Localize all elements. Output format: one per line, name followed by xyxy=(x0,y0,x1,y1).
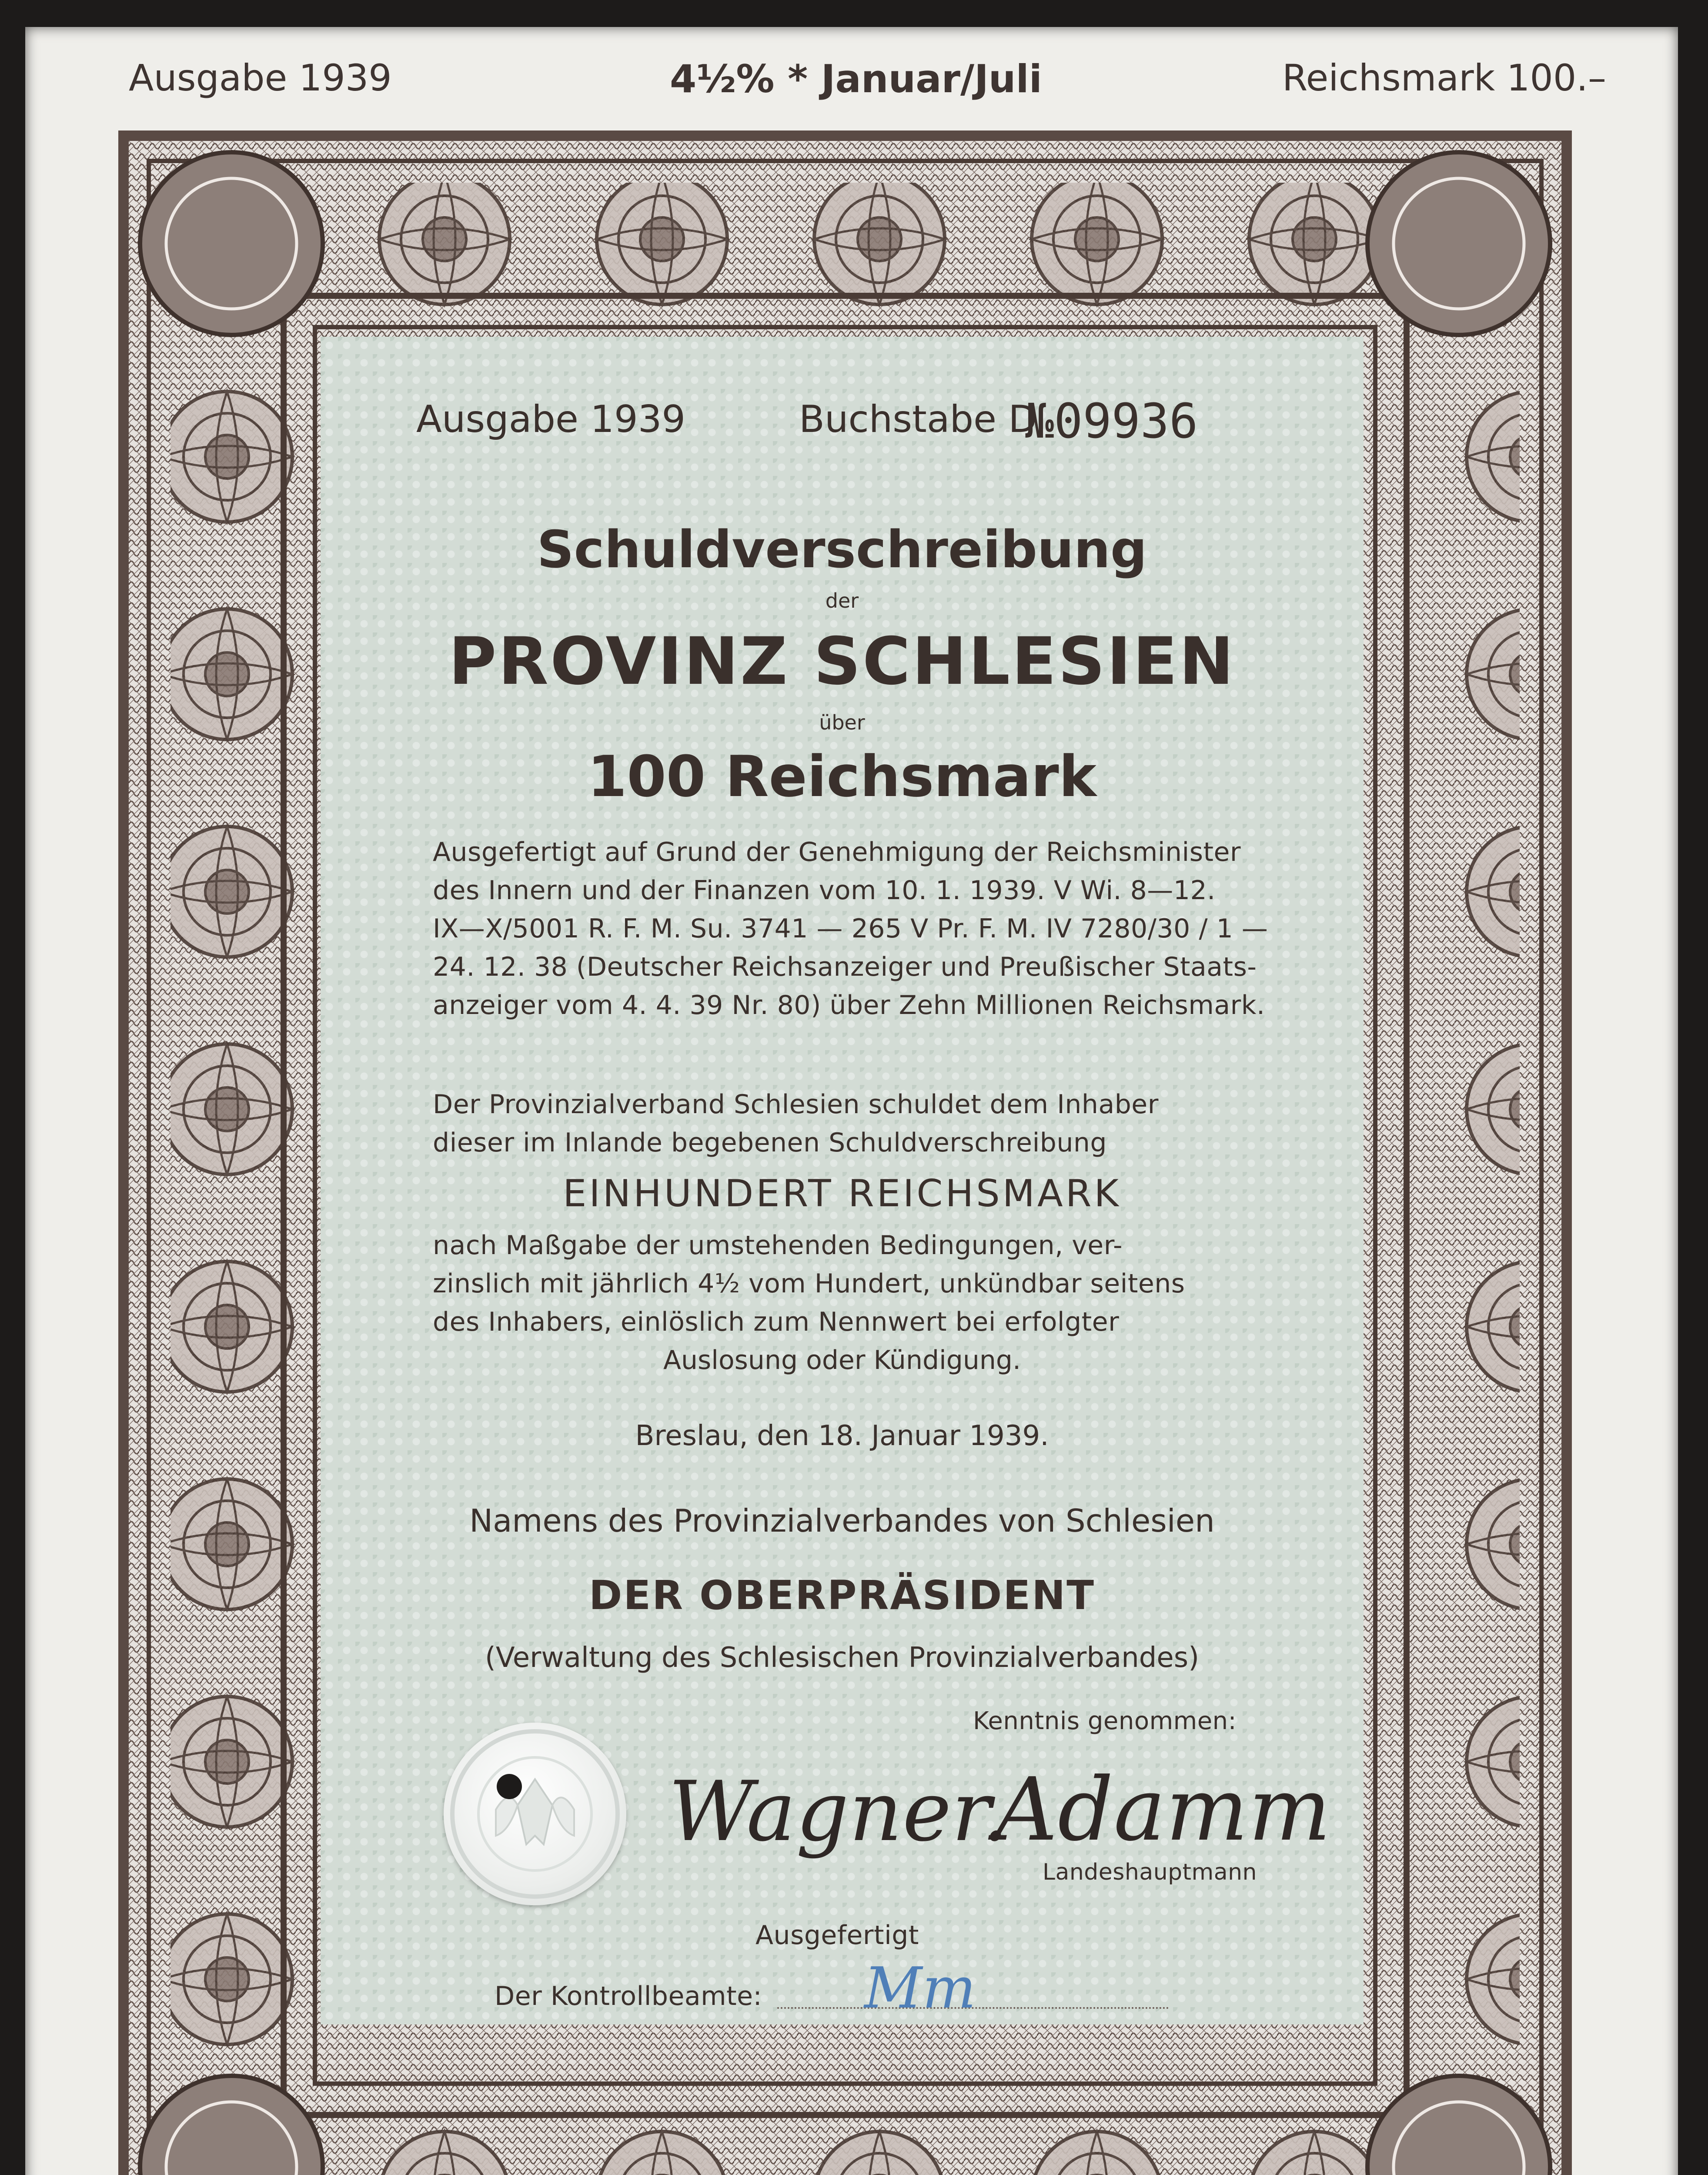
landeshauptmann-label: Landeshauptmann xyxy=(1043,1859,1257,1885)
authorization-line-3: IX—X/5001 R. F. M. Su. 3741 — 265 V Pr. F. M. IV 7280/30 / 1 — xyxy=(433,914,1268,944)
signature-wagner: Wagner. xyxy=(668,1763,1009,1860)
terms-line-3: des Inhabers, einlöslich zum Nennwert bei erfolgter xyxy=(433,1307,1120,1337)
authorization-line-5: anzeiger vom 4. 4. 39 Nr. 80) über Zehn Millionen Reichsmark. xyxy=(433,990,1265,1021)
serial-number: №09936 xyxy=(1025,393,1198,449)
eagle-seal-icon xyxy=(444,1723,626,1905)
signature-landeshauptmann: Adamm xyxy=(995,1759,1331,1860)
title-der: der xyxy=(825,589,859,612)
controller-signature: Mm xyxy=(864,1955,976,2021)
obligation-line-2: dieser im Inlande begebenen Schuldverschreibung xyxy=(433,1128,1107,1158)
issuer-name: PROVINZ SCHLESIEN xyxy=(448,624,1236,699)
signatory-title: DER OBERPRÄSIDENT xyxy=(588,1572,1096,1619)
title-ueber: über xyxy=(819,711,865,734)
obligation-line-1: Der Provinzialverband Schlesien schuldet dem Inhaber xyxy=(433,1089,1159,1120)
letter-label: Buchstabe D xyxy=(799,398,1037,441)
place-and-date: Breslau, den 18. Januar 1939. xyxy=(635,1420,1049,1452)
ausgefertigt-label: Ausgefertigt xyxy=(755,1920,919,1951)
terms-line-2: zinslich mit jährlich 4½ vom Hundert, unkündbar seitens xyxy=(433,1268,1185,1299)
panel-issue: Ausgabe 1939 xyxy=(416,398,686,441)
amount-in-words: EINHUNDERT REICHSMARK xyxy=(563,1172,1121,1215)
signatory-note: (Verwaltung des Schlesischen Provinzialverbandes) xyxy=(485,1642,1200,1674)
cancellation-hole xyxy=(497,1774,522,1799)
header-denomination: Reichsmark 100.– xyxy=(1282,57,1607,99)
authorization-line-2: des Innern und der Finanzen vom 10. 1. 1939. V Wi. 8—12. xyxy=(433,875,1216,906)
authorization-line-4: 24. 12. 38 (Deutscher Reichsanzeiger und Preußischer Staats- xyxy=(433,952,1257,982)
controller-label: Der Kontrollbeamte: xyxy=(495,1981,762,2011)
authorization-line-1: Ausgefertigt auf Grund der Genehmigung der Reichsminister xyxy=(433,837,1241,867)
acknowledged-label: Kenntnis genommen: xyxy=(973,1707,1237,1735)
terms-line-1: nach Maßgabe der umstehenden Bedingungen, ver- xyxy=(433,1230,1123,1261)
header-interest: 4½% * Januar/Juli xyxy=(670,57,1042,101)
header-issue: Ausgabe 1939 xyxy=(129,57,392,99)
on-behalf-line: Namens des Provinzialverbandes von Schlesien xyxy=(469,1502,1215,1539)
denomination: 100 Reichsmark xyxy=(587,743,1097,810)
document-title: Schuldverschreibung xyxy=(537,519,1147,579)
terms-line-4: Auslosung oder Kündigung. xyxy=(663,1345,1021,1375)
embossed-seal xyxy=(444,1723,626,1905)
